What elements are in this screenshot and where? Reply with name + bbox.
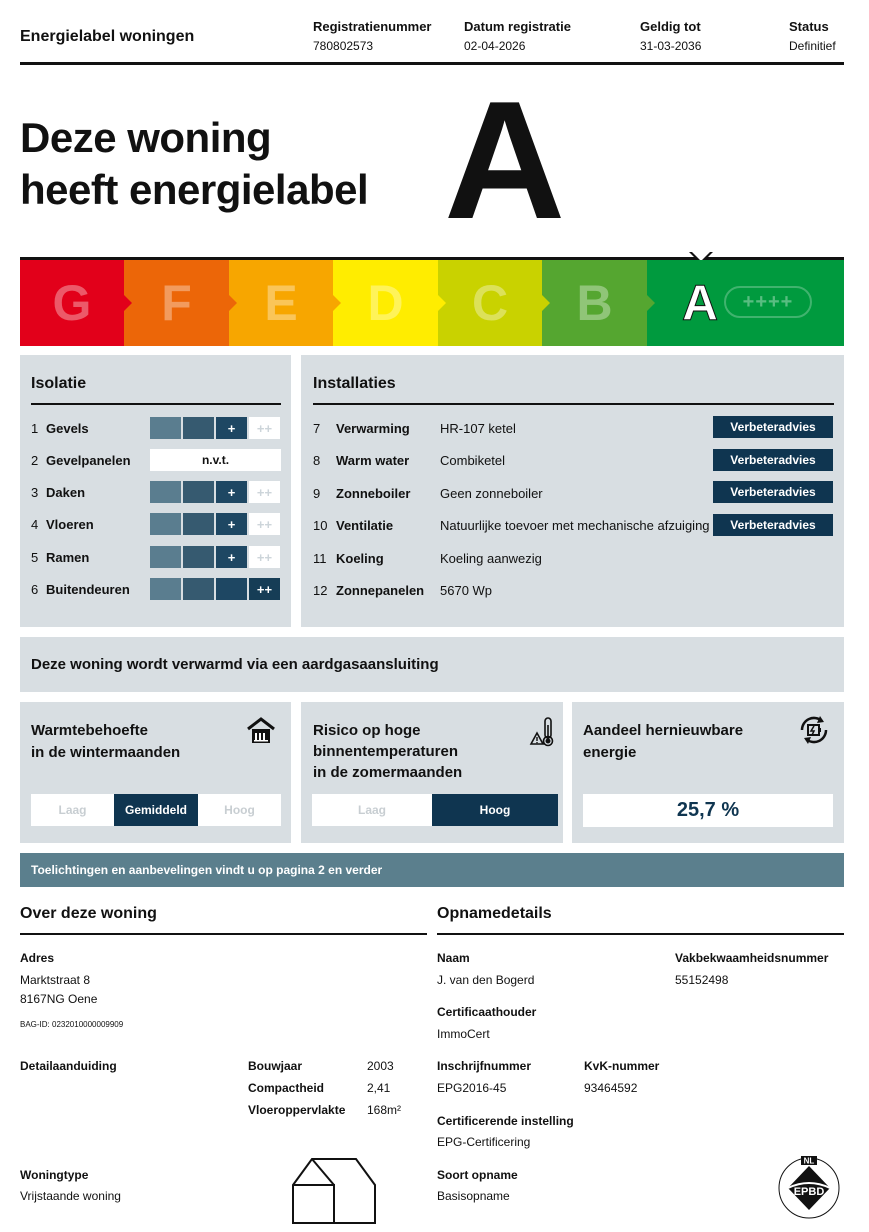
naam-value: J. van den Bogerd bbox=[437, 973, 535, 987]
house-heating-icon bbox=[246, 716, 276, 746]
scale-arrow bbox=[438, 295, 446, 311]
row-number: 2 bbox=[31, 453, 39, 468]
option-hoog-selected: Hoog bbox=[432, 794, 558, 826]
rating-cell bbox=[150, 481, 181, 503]
scale-arrow bbox=[647, 295, 655, 311]
risico-card bbox=[301, 702, 563, 843]
gas-notice-text: Deze woning wordt verwarmd via een aardgasaansluiting bbox=[31, 656, 439, 673]
gas-notice-panel bbox=[20, 637, 844, 692]
card-title-line: in de zomermaanden bbox=[313, 764, 463, 781]
bouwjaar-value: 2003 bbox=[367, 1059, 394, 1073]
scale-class-d bbox=[333, 260, 438, 346]
row-number: 5 bbox=[31, 550, 39, 565]
logo-text: EPBD bbox=[793, 1186, 825, 1198]
detached-house-icon bbox=[290, 1155, 378, 1225]
headline bbox=[20, 112, 368, 216]
naam-label: Naam bbox=[437, 951, 470, 965]
header-divider bbox=[20, 62, 844, 65]
warmtebehoefte-card bbox=[20, 702, 291, 843]
card-title-line: Risico op hoge bbox=[313, 722, 421, 739]
adres-line-2: 8167NG Oene bbox=[20, 992, 98, 1006]
isolatie-row-gevels bbox=[31, 417, 281, 441]
kvk-label: KvK-nummer bbox=[584, 1059, 660, 1073]
scale-letter-c: C bbox=[471, 275, 509, 331]
verbeteradvies-warm-water-button[interactable]: Verbeteradvies bbox=[713, 449, 833, 471]
isolatie-rule bbox=[31, 403, 281, 405]
scale-arrow bbox=[333, 295, 341, 311]
aandeel-card bbox=[572, 702, 844, 843]
isolatie-row-vloeren bbox=[31, 513, 281, 537]
vloeroppervlakte-label: Vloeroppervlakte bbox=[248, 1103, 346, 1117]
rating-cell: + bbox=[216, 513, 247, 535]
bouwjaar-label: Bouwjaar bbox=[248, 1059, 303, 1073]
rating-cell bbox=[183, 417, 214, 439]
rating-cell: + bbox=[216, 417, 247, 439]
row-number: 12 bbox=[313, 583, 328, 598]
bag-id: BAG-ID: 0232010000009909 bbox=[20, 1020, 124, 1029]
document-title: Energielabel woningen bbox=[20, 28, 195, 45]
soort-opname-label: Soort opname bbox=[437, 1168, 518, 1182]
renewable-energy-icon bbox=[796, 712, 832, 748]
row-number: 3 bbox=[31, 485, 39, 500]
rating-cell: ++ bbox=[249, 578, 280, 600]
registration-date-value: 02-04-2026 bbox=[464, 39, 526, 53]
installatie-label-zonnepanelen: Zonnepanelen bbox=[336, 583, 425, 598]
installatie-label-verwarming: Verwarming bbox=[336, 421, 410, 436]
registration-number-label: Registratienummer bbox=[313, 19, 432, 34]
scale-letter-e: E bbox=[264, 275, 298, 331]
warmtebehoefte-title bbox=[31, 720, 180, 764]
scale-class-c bbox=[438, 260, 542, 346]
certificaathouder-label: Certificaathouder bbox=[437, 1005, 537, 1019]
installaties-title: Installaties bbox=[313, 375, 396, 392]
adres-label: Adres bbox=[20, 951, 55, 965]
card-title-line: Aandeel hernieuwbare bbox=[583, 722, 744, 739]
opname-rule bbox=[437, 933, 844, 935]
scale-class-b bbox=[542, 260, 647, 346]
rating-bar bbox=[150, 578, 282, 600]
isolatie-title: Isolatie bbox=[31, 375, 87, 392]
rating-cell: ++ bbox=[249, 481, 280, 503]
row-number: 10 bbox=[313, 518, 328, 533]
scale-letter-a-current: A bbox=[682, 275, 719, 331]
rating-bar bbox=[150, 481, 282, 503]
compactheid-value: 2,41 bbox=[367, 1081, 391, 1095]
row-number: 7 bbox=[313, 421, 321, 436]
verbeteradvies-verwarming-button[interactable]: Verbeteradvies bbox=[713, 416, 833, 438]
certificaathouder-value: ImmoCert bbox=[437, 1027, 490, 1041]
woningtype-value: Vrijstaande woning bbox=[20, 1189, 121, 1203]
soort-opname-value: Basisopname bbox=[437, 1189, 510, 1203]
inschrijfnummer-label: Inschrijfnummer bbox=[437, 1059, 532, 1073]
installatie-label-koeling: Koeling bbox=[336, 551, 384, 566]
rating-cell bbox=[150, 417, 181, 439]
status-value: Definitief bbox=[789, 39, 836, 53]
scale-letter-g: G bbox=[52, 275, 92, 331]
verbeteradvies-zonneboiler-button[interactable]: Verbeteradvies bbox=[713, 481, 833, 503]
rating-cell bbox=[183, 513, 214, 535]
rating-cell bbox=[183, 546, 214, 568]
row-number: 9 bbox=[313, 486, 321, 501]
rating-bar bbox=[150, 513, 282, 535]
isolatie-panel bbox=[20, 355, 291, 627]
compactheid-label: Compactheid bbox=[248, 1081, 325, 1095]
vakbekwaamheid-value: 55152498 bbox=[675, 973, 729, 987]
row-number: 8 bbox=[313, 453, 321, 468]
installatie-label-warm-water: Warm water bbox=[336, 453, 410, 468]
installatie-value-warm-water: Combiketel bbox=[440, 453, 506, 468]
logo-country: NL bbox=[803, 1156, 815, 1166]
adres-line-1: Marktstraat 8 bbox=[20, 973, 91, 987]
info-banner: Toelichtingen en aanbevelingen vindt u op pagina 2 en verder bbox=[20, 853, 844, 887]
valid-until-value: 31-03-2036 bbox=[640, 39, 702, 53]
isolatie-row-ramen bbox=[31, 546, 281, 570]
rating-bar bbox=[150, 546, 282, 568]
rating-bar bbox=[150, 417, 282, 439]
installatie-value-zonnepanelen: 5670 Wp bbox=[440, 583, 493, 598]
installatie-value-verwarming: HR-107 ketel bbox=[440, 421, 516, 436]
energy-scale bbox=[20, 260, 844, 346]
card-title-line: binnentemperaturen bbox=[313, 743, 459, 760]
not-applicable-value: n.v.t. bbox=[150, 449, 281, 471]
isolatie-row-gevelpanelen bbox=[31, 449, 281, 473]
warmtebehoefte-scale bbox=[31, 794, 281, 826]
row-label: Ramen bbox=[46, 550, 90, 565]
isolatie-row-buitendeuren bbox=[31, 578, 281, 602]
row-label: Gevels bbox=[46, 421, 89, 436]
installatie-value-ventilatie: Natuurlijke toevoer met mechanische afzuiging bbox=[440, 518, 710, 533]
scale-arrow bbox=[124, 295, 132, 311]
installatie-label-ventilatie: Ventilatie bbox=[336, 518, 394, 533]
rating-cell: + bbox=[216, 546, 247, 568]
scale-letter-f: F bbox=[161, 275, 192, 331]
row-label: Gevelpanelen bbox=[46, 453, 131, 468]
scale-arrow bbox=[542, 295, 550, 311]
scale-class-f bbox=[124, 260, 229, 346]
rating-cell bbox=[216, 578, 247, 600]
rating-cell bbox=[150, 578, 181, 600]
isolatie-row-daken bbox=[31, 481, 281, 505]
registration-date-label: Datum registratie bbox=[464, 19, 571, 34]
vloeroppervlakte-value: 168m² bbox=[367, 1103, 402, 1117]
rating-cell: + bbox=[216, 481, 247, 503]
thermometer-warning-icon bbox=[529, 716, 555, 748]
valid-until-label: Geldig tot bbox=[640, 19, 701, 34]
headline-line-1: Deze woning bbox=[20, 114, 272, 161]
option-hoog: Hoog bbox=[224, 803, 255, 817]
rating-cell: ++ bbox=[249, 417, 280, 439]
verbeteradvies-ventilatie-button[interactable]: Verbeteradvies bbox=[713, 514, 833, 536]
rating-cell: ++ bbox=[249, 546, 280, 568]
inschrijfnummer-value: EPG2016-45 bbox=[437, 1081, 507, 1095]
vakbekwaamheid-label: Vakbekwaamheidsnummer bbox=[675, 951, 829, 965]
scale-letter-b: B bbox=[576, 275, 613, 331]
energy-label-letter: A bbox=[444, 66, 566, 254]
risico-scale bbox=[312, 794, 558, 826]
scale-class-e bbox=[229, 260, 333, 346]
woningtype-label: Woningtype bbox=[20, 1168, 89, 1182]
scale-class-g bbox=[20, 260, 124, 346]
aandeel-value: 25,7 % bbox=[583, 794, 833, 827]
installatie-label-zonneboiler: Zonneboiler bbox=[336, 486, 411, 501]
scale-arrow bbox=[229, 295, 237, 311]
option-laag: Laag bbox=[357, 803, 386, 817]
aandeel-title bbox=[583, 720, 743, 764]
installatie-value-zonneboiler: Geen zonneboiler bbox=[440, 486, 543, 501]
card-title-line: Warmtebehoefte bbox=[31, 722, 148, 739]
status-label: Status bbox=[789, 19, 829, 34]
certificerende-instelling-label: Certificerende instelling bbox=[437, 1114, 574, 1128]
scale-letter-d: D bbox=[367, 275, 404, 331]
woning-rule bbox=[20, 933, 427, 935]
installatie-value-koeling: Koeling aanwezig bbox=[440, 551, 542, 566]
option-gemiddeld-selected: Gemiddeld bbox=[114, 794, 198, 826]
epbd-logo-icon bbox=[774, 1152, 844, 1222]
rating-cell bbox=[183, 481, 214, 503]
rating-cell bbox=[183, 578, 214, 600]
row-number: 1 bbox=[31, 421, 39, 436]
option-laag: Laag bbox=[58, 803, 87, 817]
headline-line-2: heeft energielabel bbox=[20, 166, 369, 213]
scale-plus-indicator: ++++ bbox=[724, 286, 812, 318]
row-number: 11 bbox=[313, 551, 327, 566]
woning-section-title: Over deze woning bbox=[20, 905, 157, 922]
detailaanduiding-label: Detailaanduiding bbox=[20, 1059, 117, 1073]
row-number: 4 bbox=[31, 517, 39, 532]
rating-cell bbox=[150, 513, 181, 535]
card-title-line: energie bbox=[583, 744, 637, 761]
row-number: 6 bbox=[31, 582, 39, 597]
certificerende-instelling-value: EPG-Certificering bbox=[437, 1135, 531, 1149]
risico-title bbox=[313, 720, 462, 783]
installaties-rule bbox=[313, 403, 834, 405]
rating-cell bbox=[150, 546, 181, 568]
rating-cell: ++ bbox=[249, 513, 280, 535]
kvk-value: 93464592 bbox=[584, 1081, 638, 1095]
row-label: Vloeren bbox=[46, 517, 94, 532]
row-label: Daken bbox=[46, 485, 86, 500]
opname-section-title: Opnamedetails bbox=[437, 905, 552, 922]
row-label: Buitendeuren bbox=[46, 582, 130, 597]
registration-number-value: 780802573 bbox=[313, 39, 374, 53]
card-title-line: in de wintermaanden bbox=[31, 744, 181, 761]
